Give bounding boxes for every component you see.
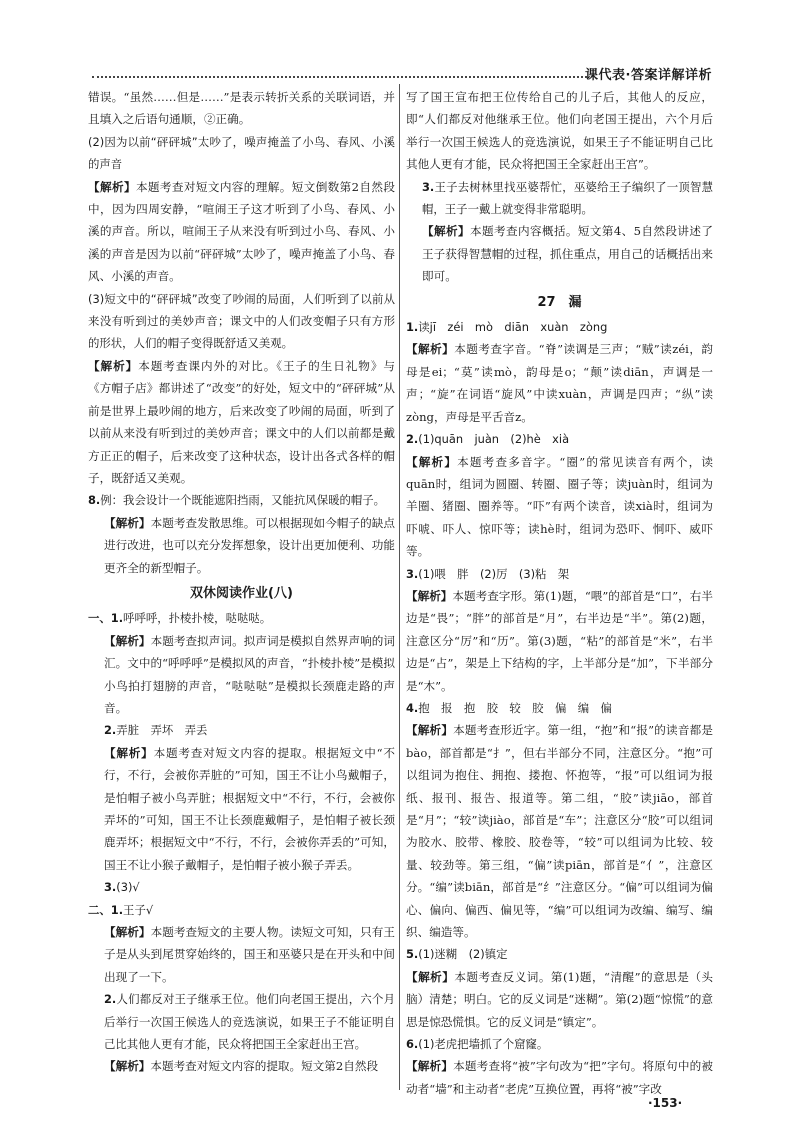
analysis-tag: 【解析】 <box>406 454 458 469</box>
answer-item: 2.人们都反对王子继承王位。他们向老国王提出，六个月后举行一次国王候选人的竞选演说，如果王子不能证明自己比其他人更有才能，民众将把国王全家赶出王宫。 <box>104 992 395 1052</box>
analysis-tag: 【解析】 <box>406 969 455 984</box>
analysis-paragraph: 【解析】本题考查短文的主要人物。读短文可知，只有王子是从头到尾贯穿始终的，国王和巫婆只是在开头和中间出现了一下。 <box>104 925 395 984</box>
answer-item: 5.(1)迷糊 (2)镇定 <box>406 947 508 962</box>
answer-text: (3)短文中的“砰砰城”改变了吵闹的局面，人们听到了以前从来没有听到过的美妙声音；课文中的人们改变帽子只有方形的形状，人们的帽子变得既舒适又美观。 <box>88 291 395 351</box>
analysis-tag: 【解析】 <box>422 224 470 239</box>
question-number: 8. <box>88 493 101 508</box>
question-number: 4. <box>406 700 419 715</box>
analysis-continuation: 写了国王宣布把王位传给自己的儿子后，其他人的反应，即“人们都反对他继承王位。他们向老国王提出，六个月后举行一次国王候选人的竞选演说，如果王子不能证明自己比其他人更有才能，民众将把国王全家赶出王宫”。 <box>406 90 713 172</box>
question-number: 1. <box>406 320 419 335</box>
analysis-paragraph: 【解析】本题考查拟声词。拟声词是模拟自然界声响的词汇。文中的“呼呼呼”是模拟风的声音，“扑棱扑棱”是模拟小鸟拍打翅膀的声音，“哒哒哒”是模拟长颈鹿走路的声音。 <box>104 633 395 715</box>
section-title: 双休阅读作业(八) <box>190 585 293 601</box>
analysis-paragraph: 【解析】本题考查反义词。第(1)题，“清醒”的意思是（头脑）清楚；明白。它的反义词是“迷糊”。第(2)题“惊慌”的意思是惊恐慌惧。它的反义词是“镇定”。 <box>406 969 713 1029</box>
answer-item: 2.(1)quān juàn (2)hè xià <box>406 432 570 447</box>
analysis-paragraph: 【解析】本题考查将“被”字句改为“把”字句。将原句中的被动者“墙”和主动者“老虎”互换位置，再将“被”字改 <box>406 1059 713 1096</box>
analysis-paragraph: 【解析】本题考查字形。第(1)题，“喂”的部首是“口”，右半边是“畏”；“胖”的部首是“月”，右半边是“半”。第(2)题，注意区分“厉”和“历”。第(3)题，“粘”的部首是“米”，右半边是“占”，架是上下结构的字，上半部分是“加”，下半部分是“木”。 <box>406 588 713 693</box>
answer-item: 8.例：我会设计一个既能遮阳挡雨，又能抗风保暖的帽子。 <box>88 493 386 508</box>
analysis-tag: 【解析】 <box>104 925 151 940</box>
page-number: ·153· <box>648 1096 683 1110</box>
column-divider <box>399 84 400 1090</box>
analysis-tag: 【解析】 <box>104 745 154 760</box>
analysis-paragraph: 【解析】本题考查内容概括。短文第4、5自然段讲述了王子获得智慧帽的过程，抓住重点，用自己的话概括出来即可。 <box>422 224 713 284</box>
analysis-tag: 【解析】 <box>104 633 151 648</box>
analysis-tag: 【解析】 <box>406 723 454 738</box>
question-number: 5. <box>406 947 419 962</box>
analysis-tag: 【解析】 <box>88 358 139 373</box>
question-number: 二、1. <box>88 902 124 917</box>
answer-item: 1.读jī zéi mò diān xuàn zòng <box>406 320 608 335</box>
answer-item: 3.王子去树林里找巫婆帮忙，巫婆给王子编织了一顶智慧帽，王子一戴上就变得非常聪明。 <box>422 179 713 217</box>
answer-item: 4.抱 报 抱 胶 较 胶 偏 编 偏 <box>406 700 612 715</box>
analysis-paragraph: 【解析】本题考查字音。“脊”读调是三声；“贼”读zéi，韵母是ei；“莫”读mò，韵母是o；“颠”读diān，声调是一声；“旋”在词语“旋风”中读xuàn，声调是四声；“纵”读zòng，声母是平舌音z。 <box>406 342 713 424</box>
answer-text: (2)因为以前“砰砰城”太吵了，噪声掩盖了小鸟、春风、小溪的声音 <box>88 134 395 172</box>
analysis-paragraph: 【解析】本题考查对短文内容的理解。短文倒数第2自然段中，因为四周安静，“喧闹王子这才听到了小鸟、春风、小溪的声音。所以，喧闹王子从来没有听到过小鸟、春风、小溪的声音是因为以前“砰砰城”太吵了，噪声掩盖了小鸟、春风、小溪的声音。 <box>88 179 395 284</box>
analysis-paragraph: 【解析】本题考查多音字。“圈”的常见读音有两个，读quān时，组词为圆圈、转圈、圈子等；读juàn时，组词为羊圈、猪圈、圈养等。“吓”有两个读音，读xià时，组词为吓唬、吓人、惊吓等；读hè时，组词为恐吓、恫吓、威吓等。 <box>406 454 713 559</box>
question-number: 3. <box>104 880 117 895</box>
question-number: 一、1. <box>88 611 124 626</box>
lesson-title: 27 漏 <box>537 294 582 310</box>
analysis-paragraph: 【解析】本题考查对短文内容的提取。短文第2自然段 <box>104 1059 379 1074</box>
analysis-paragraph: 【解析】本题考查发散思维。可以根据现如今帽子的缺点进行改进，也可以充分发挥想象，设计出更加便利、功能更齐全的新型帽子。 <box>104 515 395 575</box>
analysis-tag: 【解析】 <box>406 342 455 357</box>
answer-item: 3.(1)喂 胖 (2)厉 (3)粘 架 <box>406 566 570 581</box>
analysis-paragraph: 【解析】本题考查课内外的对比。《王子的生日礼物》与《方帽子店》都讲述了“改变”的好处，短文中的“砰砰城”从前是世界上最吵闹的地方，后来改变了吵闹的局面，听到了以前从来没有听到过的美妙声音；课文中的人们以前都是戴方正正的帽子，后来改变了这种状态，设计出各式各样的帽子，既舒适又美观。 <box>88 358 395 485</box>
answer-item: 3.(3)√ <box>104 880 140 895</box>
analysis-tag: 【解析】 <box>104 515 151 530</box>
answer-item: 二、1.王子√ <box>88 902 154 917</box>
answer-text: 错误。“虽然……但是……”是表示转折关系的关联词语，并且填入之后语句通顺，②正确。 <box>88 90 395 127</box>
question-number: 6. <box>406 1037 419 1052</box>
answer-item: 2.弄脏 弄坏 弄丢 <box>104 723 208 738</box>
question-number: 2. <box>406 432 419 447</box>
analysis-tag: 【解析】 <box>406 1059 454 1074</box>
question-number: 3. <box>422 179 435 194</box>
header-dotted-rule <box>92 76 587 78</box>
question-number: 2. <box>104 992 117 1007</box>
question-number: 3. <box>406 566 419 581</box>
analysis-tag: 【解析】 <box>104 1059 151 1074</box>
analysis-paragraph: 【解析】本题考查形近字。第一组，“抱”和“报”的读音都是bào，部首都是“扌”，但右半部分不同，注意区分。“抱”可以组词为抱住、拥抱、搂抱、怀抱等，“报”可以组词为报纸、报刊、报告、报道等。第二组，“胶”读jiāo，部首是“月”；“较”读jiào，部首是“车”；注意区分“胶”可以组词为胶水、胶带、橡胶、胶卷等，“较”可以组词为比较、较量、较劲等。第三组，“偏”读piān，部首是“亻”，注意区分。“编”读biān，部首是“纟”注意区分。“偏”可以组词为偏心、偏向、偏西、偏见等，“编”可以组词为改编、编写、编织、编造等。 <box>406 723 713 940</box>
answer-item: 6.(1)老虎把墙抓了个窟窿。 <box>406 1037 549 1052</box>
right-column <box>406 86 713 1100</box>
left-column <box>88 86 395 1078</box>
analysis-tag: 【解析】 <box>88 179 136 194</box>
analysis-tag: 【解析】 <box>406 588 453 603</box>
header-title: 课代表·答案详解详析 <box>585 68 712 83</box>
question-number: 2. <box>104 723 117 738</box>
analysis-paragraph: 【解析】本题考查对短文内容的提取。根据短文中“不行，不行，会被你弄脏的”可知，国王不让小鸟戴帽子，是怕帽子被小鸟弄脏；根据短文中“不行，不行，会被你弄坏的”可知，国王不让长颈鹿戴帽子，是怕帽子被长颈鹿弄坏；根据短文中“不行，不行，会被你弄丢的”可知，国王不让小猴子戴帽子，是怕帽子被小猴子弄丢。 <box>104 745 395 872</box>
answer-item: 一、1.呼呼呼，扑棱扑棱，哒哒哒。 <box>88 611 272 626</box>
